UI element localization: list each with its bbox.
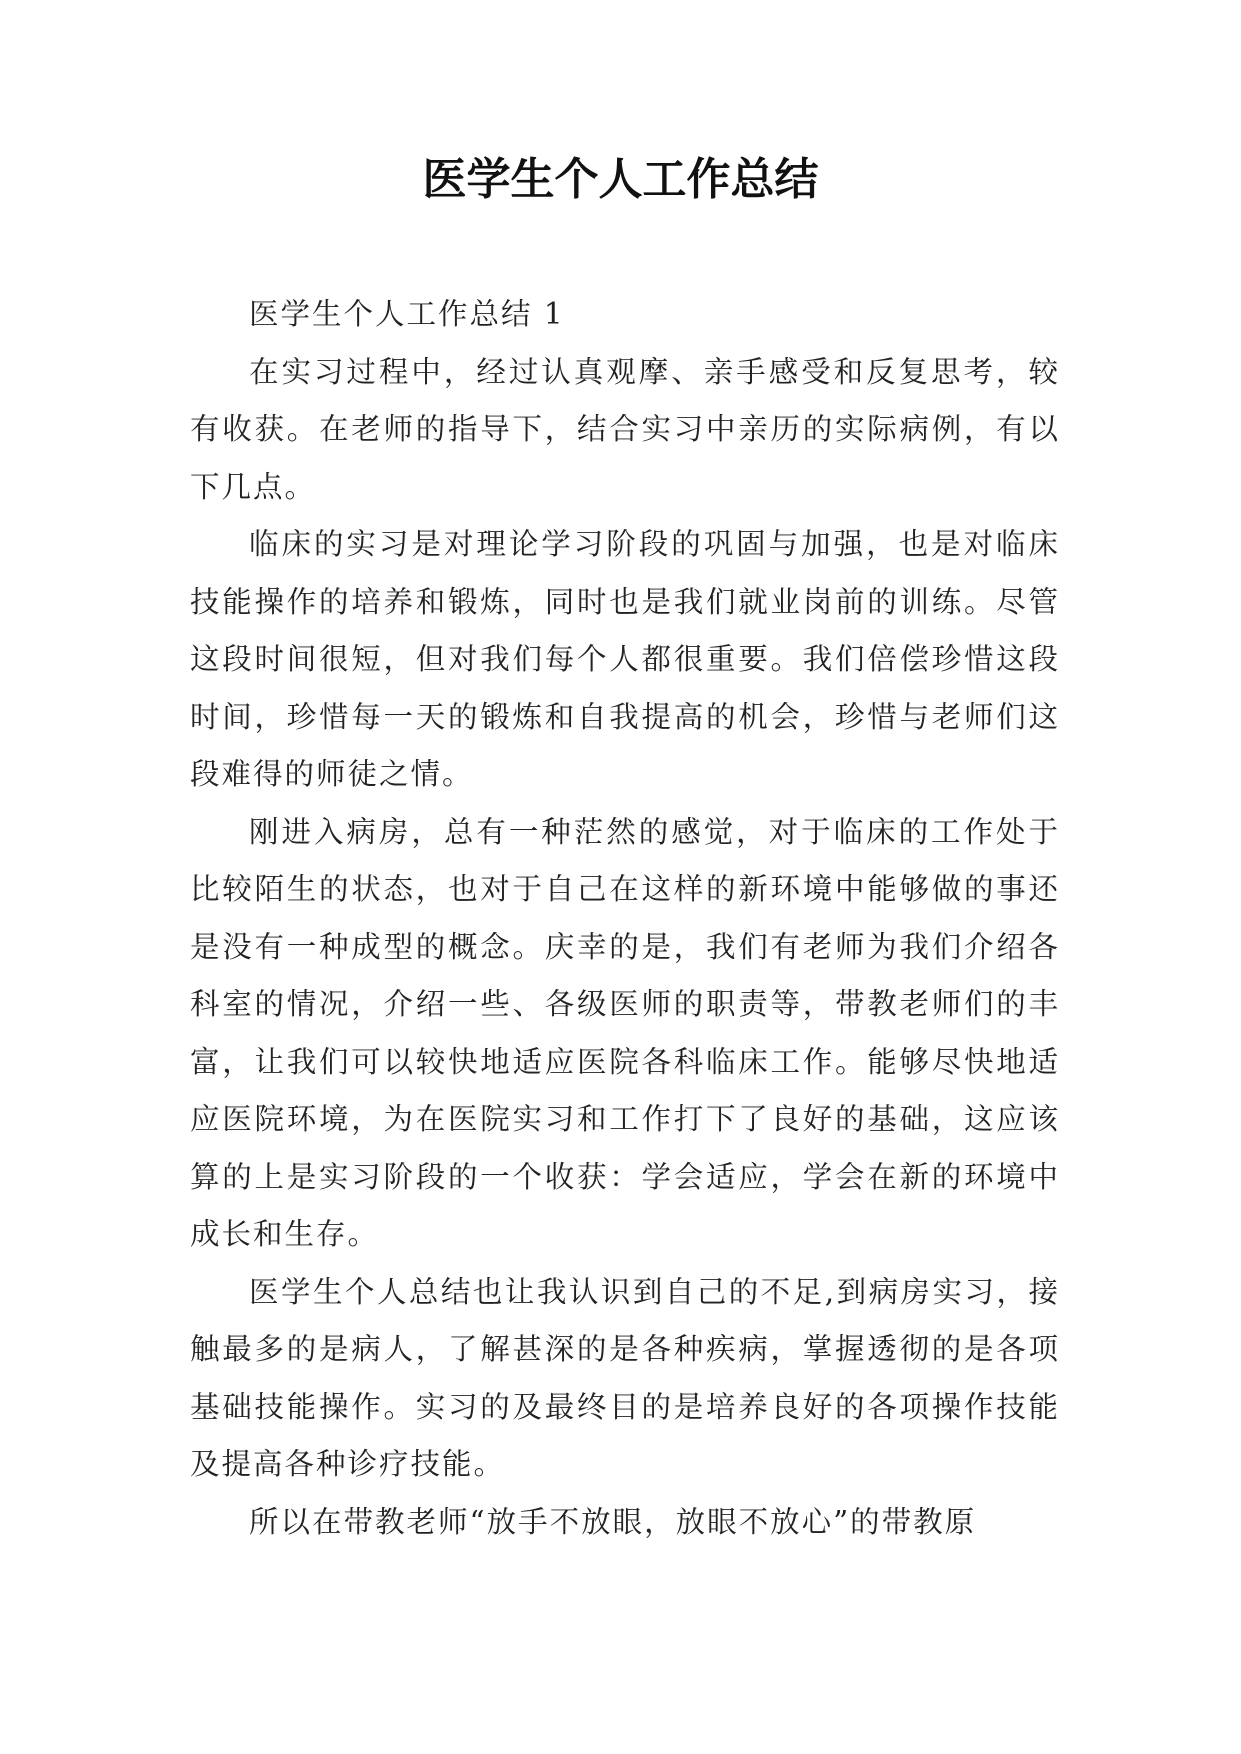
document-body	[190, 286, 1060, 1551]
paragraph: 临床的实习是对理论学习阶段的巩固与加强，也是对临床技能操作的培养和锻炼，同时也是我们就业岗前的训练。尽管这段时间很短，但对我们每个人都很重要。我们倍偿珍惜这段时间，珍惜每一天的锻炼和自我提高的机会，珍惜与老师们这段难得的师徒之情。	[190, 527, 1060, 791]
section-heading: 医学生个人工作总结 1	[249, 297, 565, 331]
document-title: 医学生个人工作总结	[422, 154, 819, 205]
paragraph: 医学生个人总结也让我认识到自己的不足,到病房实习，接触最多的是病人，了解甚深的是各种疾病，掌握透彻的是各项基础技能操作。实习的及最终目的是培养良好的各项操作技能及提高各种诊疗技能。	[190, 1274, 1060, 1481]
paragraph: 刚进入病房，总有一种茫然的感觉，对于临床的工作处于比较陌生的状态，也对于自己在这样的新环境中能够做的事还是没有一种成型的概念。庆幸的是，我们有老师为我们介绍各科室的情况，介绍一些、各级医师的职责等，带教老师们的丰富，让我们可以较快地适应医院各科临床工作。能够尽快地适应医院环境，为在医院实习和工作打下了良好的基础，这应该算的上是实习阶段的一个收获：学会适应，学会在新的环境中成长和生存。	[190, 814, 1060, 1251]
paragraph: 在实习过程中，经过认真观摩、亲手感受和反复思考，较有收获。在老师的指导下，结合实习中亲历的实际病例，有以下几点。	[190, 354, 1060, 504]
paragraph: 所以在带教老师“放手不放眼，放眼不放心”的带教原	[249, 1504, 977, 1539]
